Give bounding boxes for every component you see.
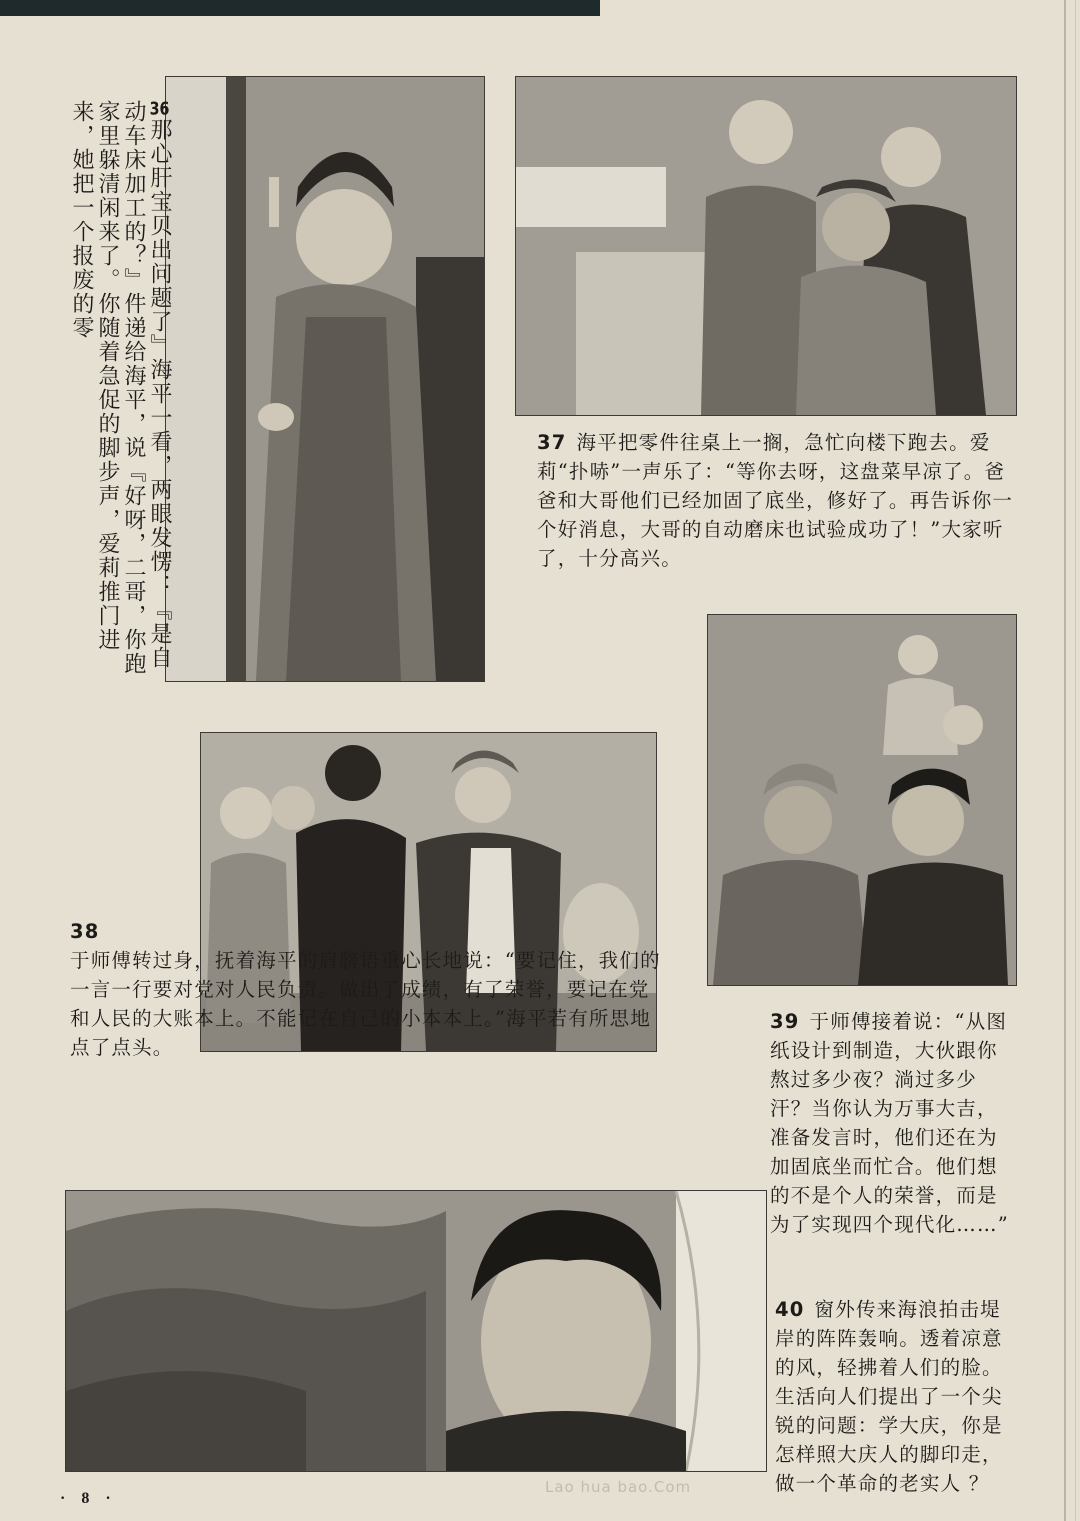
caption-38 <box>70 917 200 946</box>
caption-37-number: 37 <box>537 431 567 454</box>
caption-40-number: 40 <box>775 1298 805 1321</box>
caption-38-number: 38 <box>70 920 100 943</box>
caption-38-text: 于师傅转过身，抚着海平的肩膀语重心长地说：“要记住，我们的一言一行要对党对人民负责。做出了成绩，有了荣誉，要记在党和人民的大账本上。不能记在自己的小本本上。”海平若有所思地点了点头。 <box>70 949 661 1059</box>
page-edge-line <box>1075 0 1076 1521</box>
caption-36 <box>52 100 172 680</box>
page-number: · 8 · <box>60 1490 117 1507</box>
watermark: Lao hua bao.Com <box>545 1478 692 1496</box>
illustration-panel-36 <box>165 76 485 682</box>
top-edge-band <box>0 0 600 16</box>
page-spine-line <box>1064 0 1066 1521</box>
illustration-panel-39 <box>707 614 1017 986</box>
illustration-panel-40 <box>65 1190 767 1472</box>
caption-37-text: 海平把零件往桌上一搁，急忙向楼下跑去。爱莉“扑哧”一声乐了：“等你去呀，这盘菜早凉了。爸爸和大哥他们已经加固了底坐，修好了。再告诉你一个好消息，大哥的自动磨床也试验成功了！”大家听了，十分高兴。 <box>537 431 1014 570</box>
caption-39 <box>770 1007 1015 1239</box>
caption-36-text: 那心肝宝贝出问题了』海平一看，两眼发愣：『是自动车床加工的？』件递给海平，说『好呀，二哥，你跑家里躲清闲来了。你随着急促的脚步声，爱莉推门进来，她把一个报废的零 <box>69 100 172 676</box>
caption-39-number: 39 <box>770 1010 800 1033</box>
caption-38-body <box>70 946 670 1062</box>
caption-39-text: 于师傅接着说：“从图纸设计到制造，大伙跟你熬过多少夜？淌过多少汗？当你认为万事大吉，准备发言时，他们还在为加固底坐而忙合。他们想的不是个人的荣誉，而是为了实现四个现代化……” <box>770 1010 1009 1236</box>
caption-40 <box>775 1295 1015 1498</box>
illustration-panel-37 <box>515 76 1017 416</box>
caption-40-text: 窗外传来海浪拍击堤岸的阵阵轰响。透着凉意的风，轻拂着人们的脸。生活向人们提出了一个尖锐的问题：学大庆，你是怎样照大庆人的脚印走，做一个革命的老实人 ？ <box>775 1298 1003 1495</box>
caption-37 <box>537 428 1015 573</box>
caption-36-number: 36 <box>149 100 170 118</box>
